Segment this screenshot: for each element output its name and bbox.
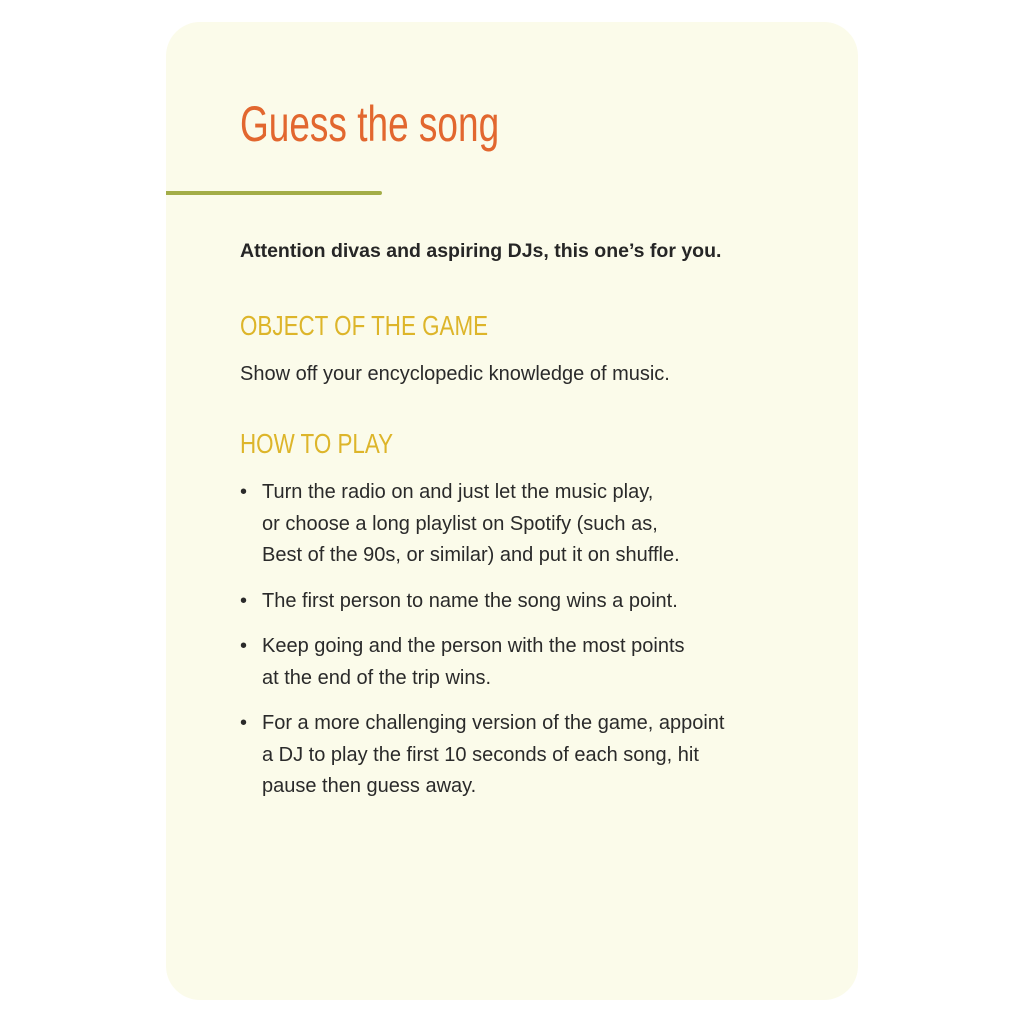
- card-title: Guess the song: [240, 96, 500, 152]
- step-line: pause then guess away.: [262, 775, 477, 797]
- bullet-icon: •: [240, 481, 248, 503]
- step-line: Turn the radio on and just let the music play,: [262, 481, 654, 503]
- step-line: For a more challenging version of the game, appoint: [262, 712, 725, 734]
- step-line: a DJ to play the first 10 seconds of each song, hit: [262, 743, 699, 766]
- how-to-play-heading: HOW TO PLAY: [240, 428, 394, 459]
- list-item: [240, 477, 820, 572]
- object-heading: OBJECT OF THE GAME: [240, 310, 489, 341]
- bullet-icon: •: [240, 589, 248, 612]
- bullet-icon: •: [240, 635, 248, 657]
- list-item: [240, 586, 820, 618]
- step-line: at the end of the trip wins.: [262, 666, 492, 689]
- step-line: Keep going and the person with the most points: [262, 635, 685, 657]
- list-item: [240, 631, 820, 694]
- step-line: or choose a long playlist on Spotify (such as,: [262, 512, 658, 535]
- bullet-icon: •: [240, 712, 248, 734]
- title-divider: [166, 191, 382, 195]
- card-intro: Attention divas and aspiring DJs, this one’s for you.: [240, 240, 722, 262]
- object-text: Show off your encyclopedic knowledge of music.: [240, 363, 670, 385]
- step-line: The first person to name the song wins a point.: [262, 589, 678, 612]
- list-item: [240, 708, 820, 803]
- game-card: [166, 22, 858, 1000]
- step-line: Best of the 90s, or similar) and put it on shuffle.: [262, 544, 680, 566]
- how-to-play-list: [240, 477, 820, 817]
